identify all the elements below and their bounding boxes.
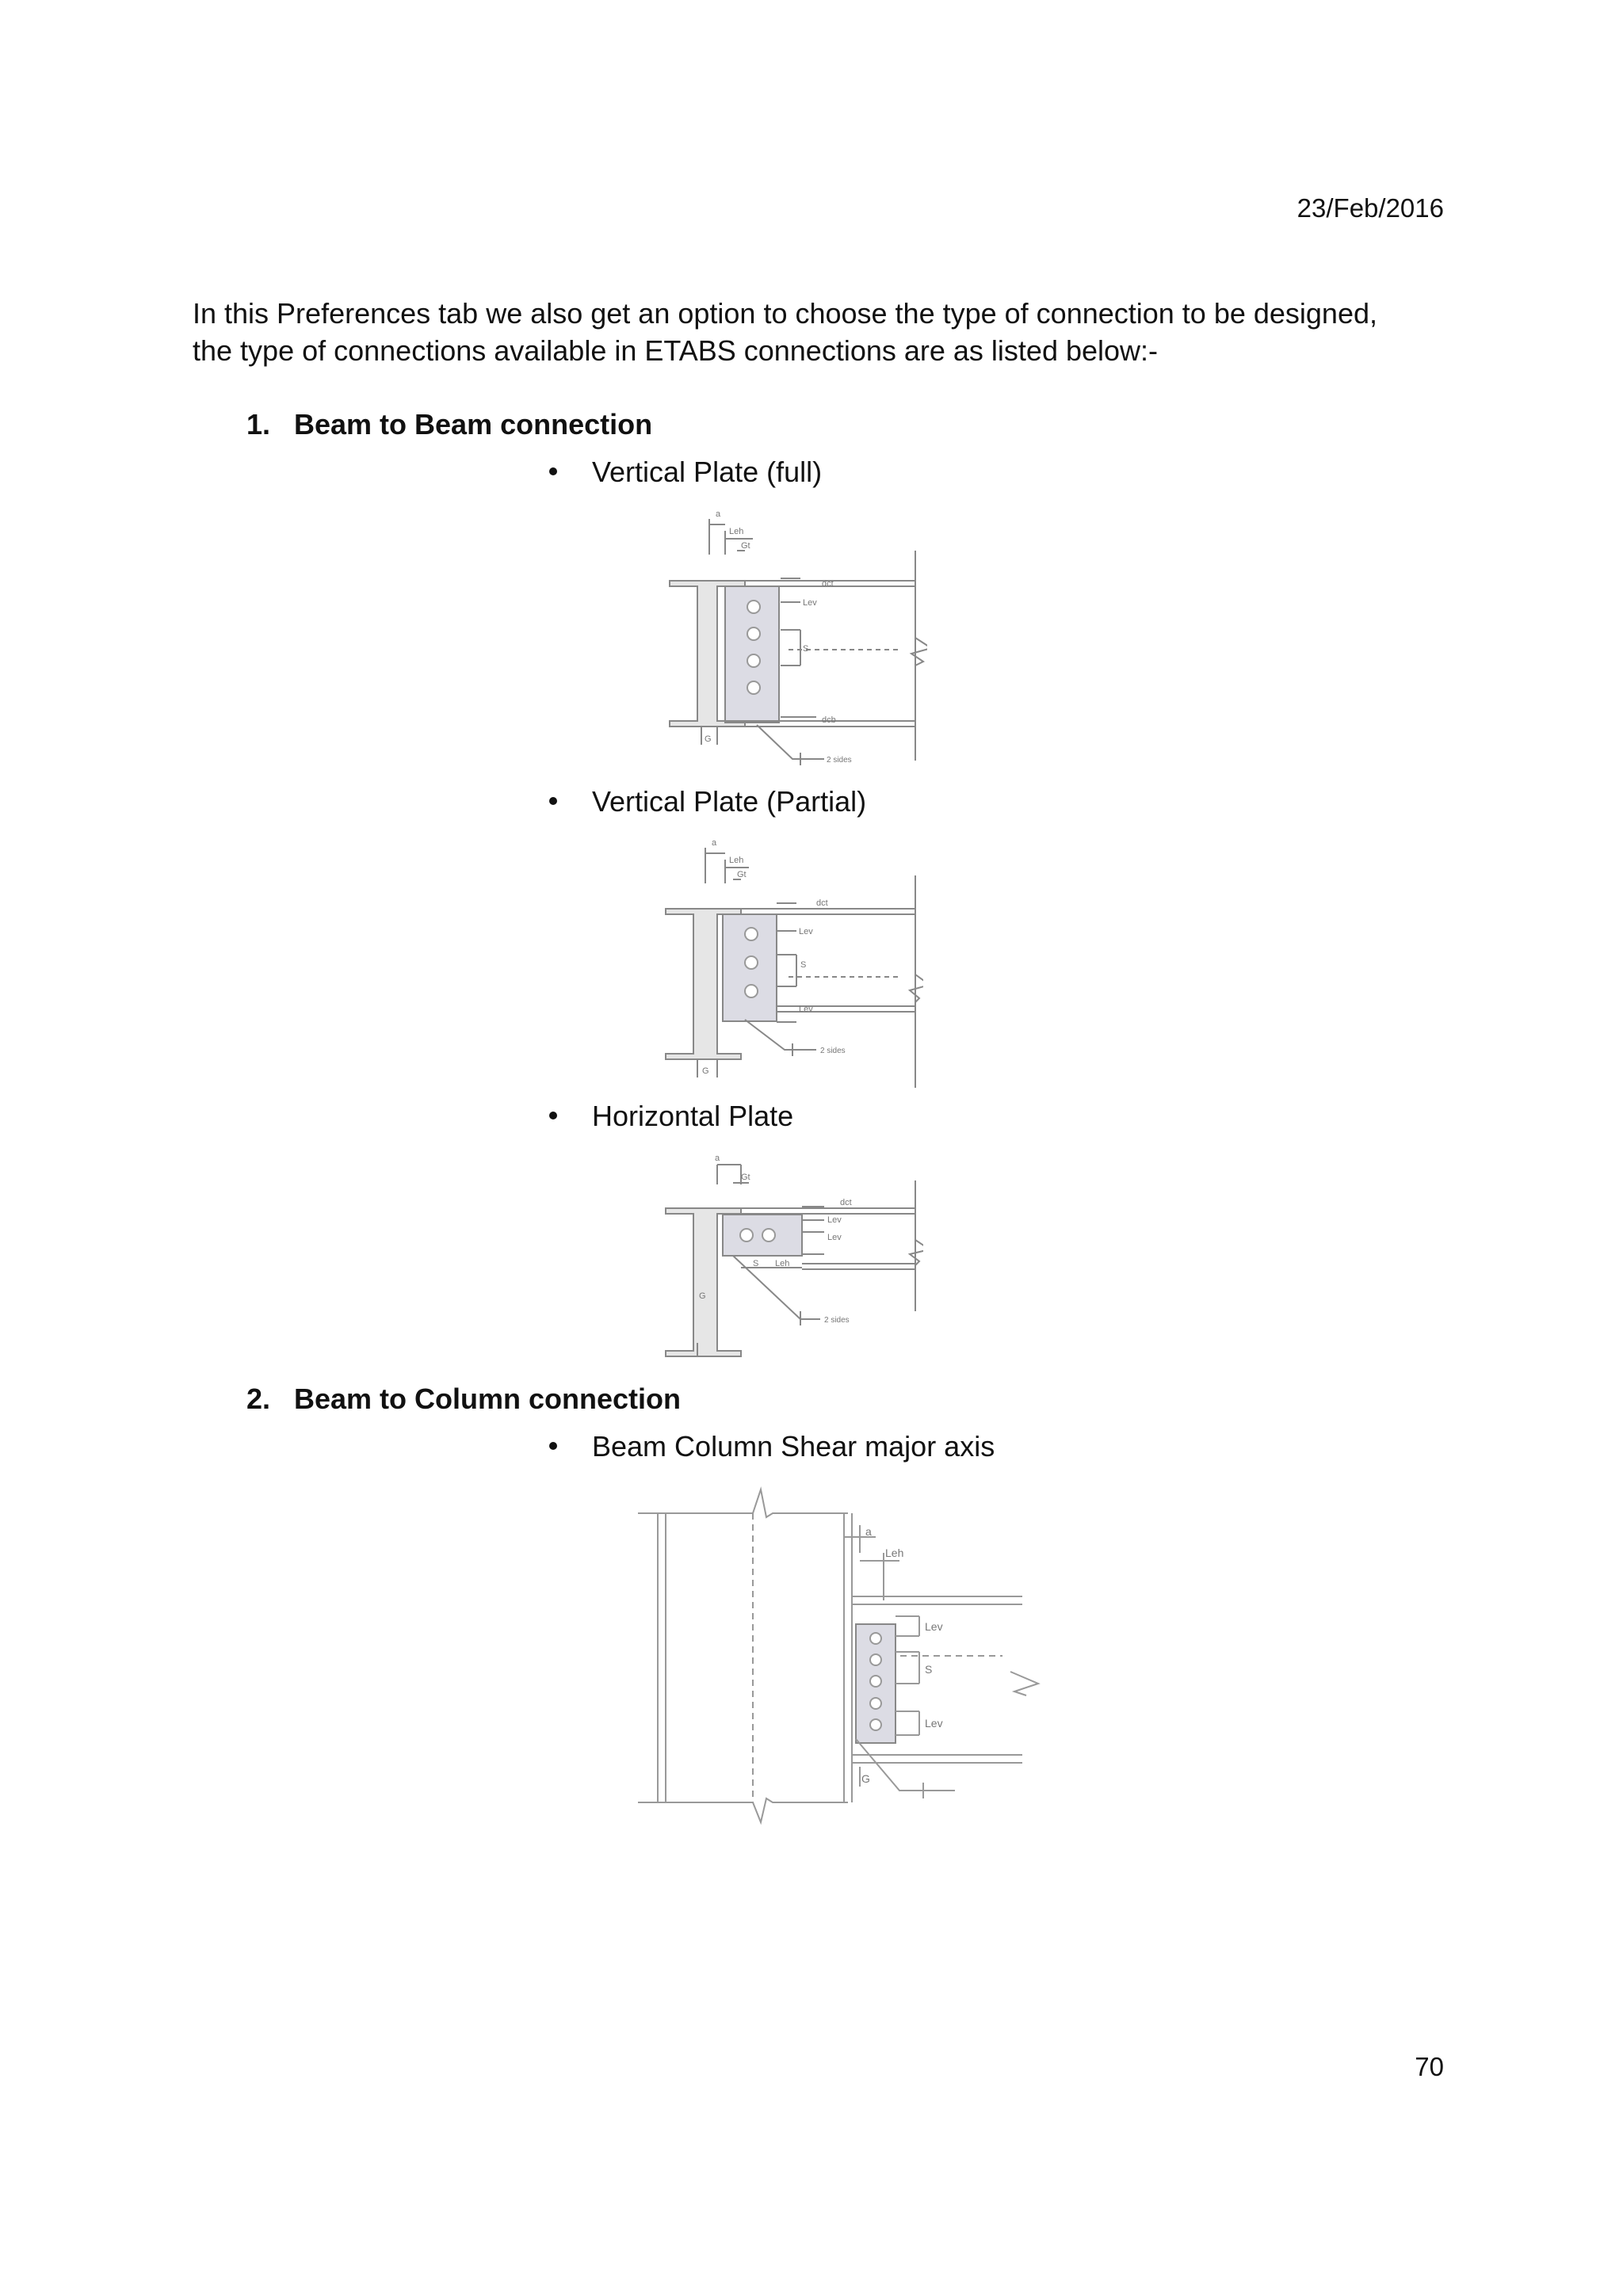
intro-line-1: In this Preferences tab we also get an option to choose the type of connection to be designed, [193,297,1378,330]
intro-paragraph [193,295,1461,369]
dim-label-g: G [699,1291,706,1301]
dim-label-g: G [861,1772,870,1785]
intro-line-2: the type of connections available in ETABS connections are as listed below:- [193,334,1159,367]
dim-label-lev-bottom: Lev [799,1005,813,1014]
bullet-label: Vertical Plate (Partial) [592,785,867,818]
diagram-beam-column-shear-major-axis [630,1482,1058,1830]
dim-label-a: a [715,1154,720,1163]
bullet-item [549,1100,793,1133]
dim-label-lev: Lev [803,598,817,608]
bullet-icon [549,467,557,475]
dim-label-leh: Leh [729,527,744,536]
bullet-label: Vertical Plate (full) [592,456,823,488]
bullet-icon [549,1112,557,1119]
dim-label-leh: Leh [729,856,744,865]
bullet-item [549,1430,995,1463]
dim-label-dct: dct [840,1198,852,1207]
header-date: 23/Feb/2016 [1296,193,1444,223]
section-heading-beam-to-beam [246,408,652,441]
diagram-horizontal-plate [658,1153,923,1367]
section-title: Beam to Beam connection [294,408,653,441]
dim-label-a: a [716,509,721,519]
section-title: Beam to Column connection [294,1383,682,1415]
bullet-label: Beam Column Shear major axis [592,1430,995,1463]
section-heading-beam-to-column [246,1383,681,1416]
dim-label-leh: Leh [775,1259,790,1268]
diagram-vertical-plate-full [662,507,927,769]
dim-label-s: S [925,1663,933,1676]
bullet-label: Horizontal Plate [592,1100,794,1132]
dim-label-dcb: dcb [822,715,836,725]
dim-label-sides: 2 sides [827,756,852,765]
dim-label-lev: Lev [925,1620,943,1633]
bullet-icon [549,797,557,805]
dim-label-s: S [803,644,809,654]
dim-label-dct: dct [822,579,834,589]
dim-label-leh: Leh [885,1547,904,1559]
dim-label-a: a [712,838,717,848]
bullet-item [549,456,822,489]
dim-label-dct: dct [816,898,828,908]
dim-label-gt: Gt [741,1173,750,1182]
dim-label-lev-bottom: Lev [925,1717,943,1730]
dim-label-s: S [800,960,807,970]
dim-label-lev: Lev [827,1215,842,1225]
dim-label-a: a [865,1525,872,1538]
dim-label-s: S [753,1259,759,1268]
dim-label-gt: Gt [741,541,750,551]
dim-label-gt: Gt [737,870,747,879]
dim-label-sides: 2 sides [824,1316,850,1325]
dim-label-lev: Lev [799,927,813,936]
bullet-icon [549,1442,557,1450]
diagram-vertical-plate-partial [658,836,923,1093]
section-number: 1. [246,408,271,441]
bullet-item [549,785,866,818]
section-number: 2. [246,1383,271,1415]
page-number: 70 [1415,2052,1444,2081]
dim-label-lev-2: Lev [827,1233,842,1242]
dim-label-g: G [705,734,712,744]
dim-label-g: G [702,1066,709,1076]
dim-label-sides: 2 sides [820,1047,846,1055]
